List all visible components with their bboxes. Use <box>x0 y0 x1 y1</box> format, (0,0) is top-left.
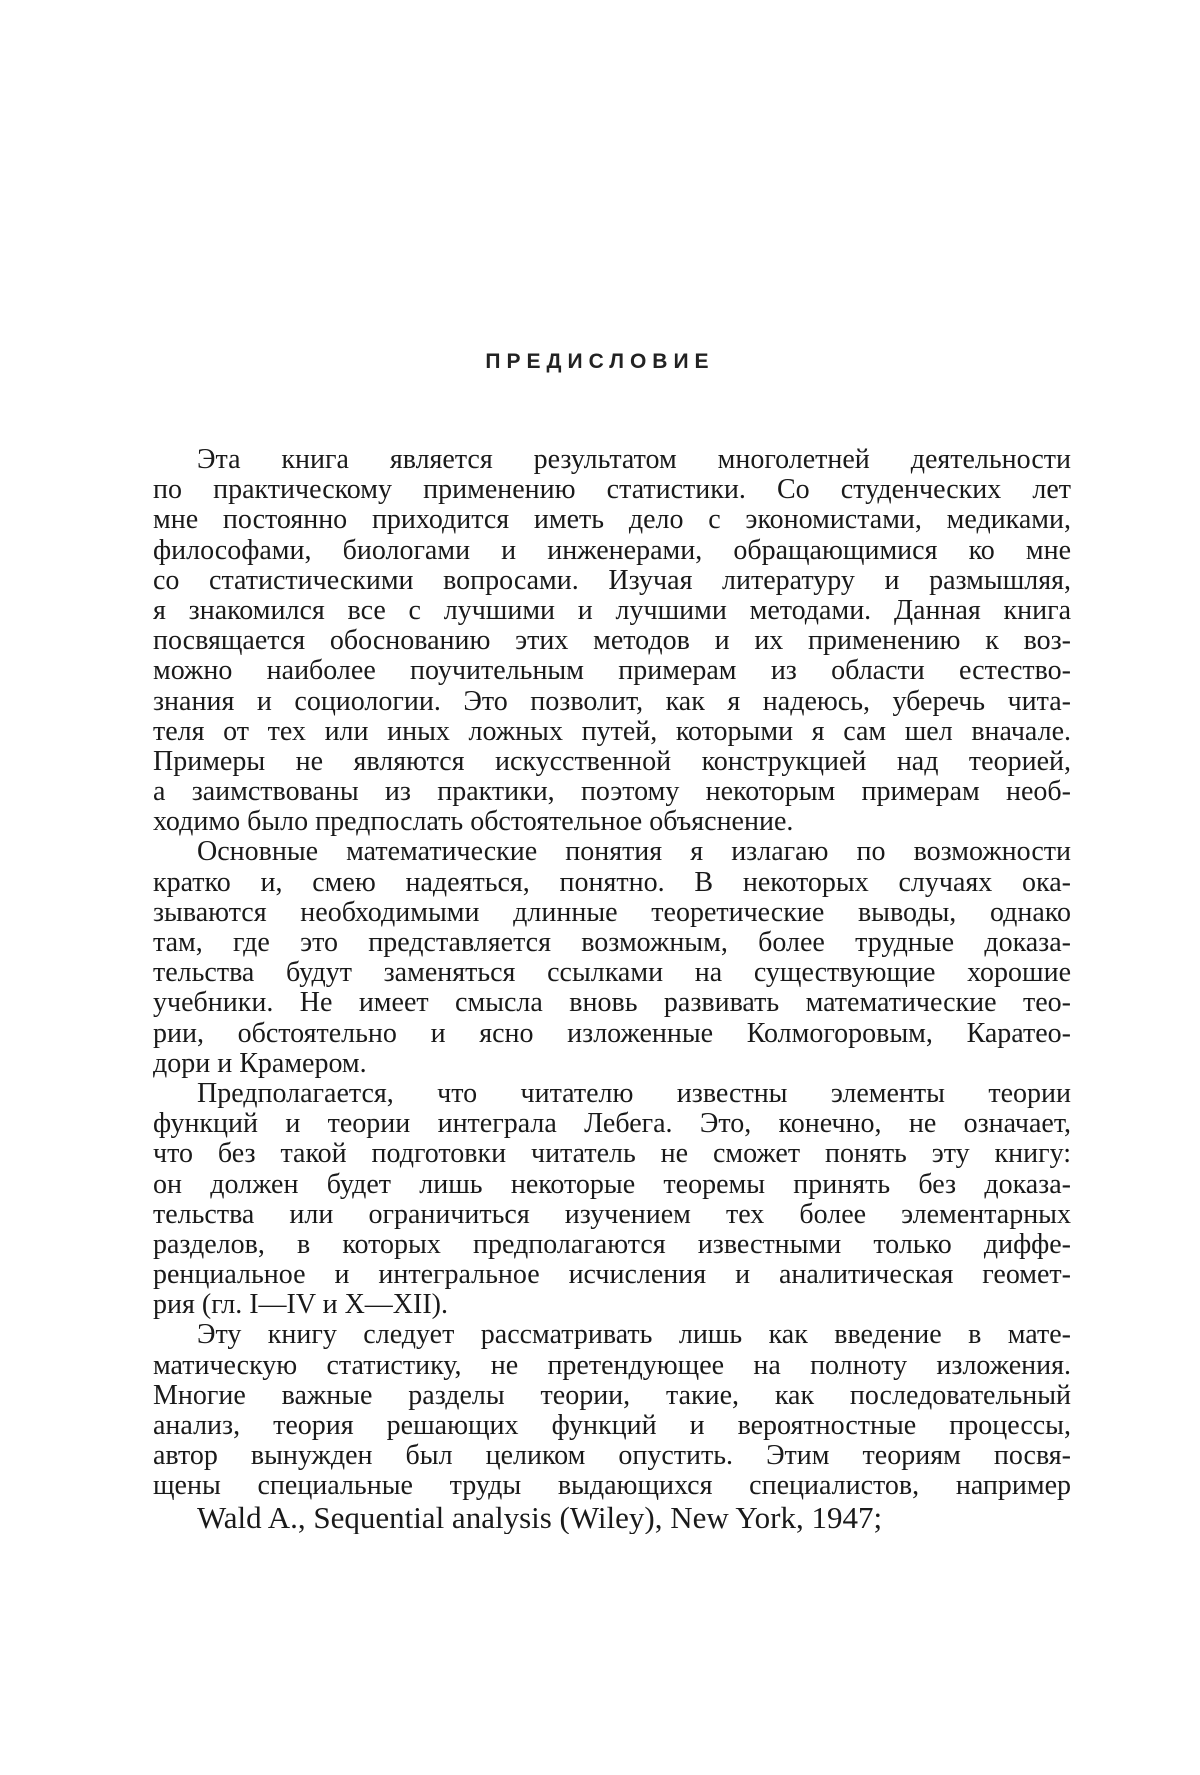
text-line: функций и теории интеграла Лебега. Это, конечно, не означает, <box>153 1109 1071 1139</box>
text-line: анализ, теория решающих функций и вероятностные процессы, <box>153 1411 1071 1441</box>
book-page <box>0 0 1200 1775</box>
text-line: а заимствованы из практики, поэтому некоторым примерам необ- <box>153 777 1071 807</box>
text-line: тельства будут заменяться ссылками на существующие хорошие <box>153 958 1071 988</box>
text-line: рии, обстоятельно и ясно изложенные Колмогоровым, Каратео- <box>153 1019 1071 1049</box>
text-line: Предполагается, что читателю известны элементы теории <box>153 1079 1071 1109</box>
text-line: Основные математические понятия я излагаю по возможности <box>153 837 1071 867</box>
text-line: разделов, в которых предполагаются известными только диффе- <box>153 1230 1071 1260</box>
text-line: щены специальные труды выдающихся специалистов, например <box>153 1471 1071 1501</box>
text-line: Многие важные разделы теории, такие, как последовательный <box>153 1381 1071 1411</box>
text-line: тельства или ограничиться изучением тех более элементарных <box>153 1200 1071 1230</box>
text-line: можно наиболее поучительным примерам из области естество- <box>153 656 1071 686</box>
text-line: ренциальное и интегральное исчисления и аналитическая геомет- <box>153 1260 1071 1290</box>
text-line: автор вынужден был целиком опустить. Этим теориям посвя- <box>153 1441 1071 1471</box>
text-line: философами, биологами и инженерами, обращающимися ко мне <box>153 536 1071 566</box>
text-line: по практическому применению статистики. Со студенческих лет <box>153 475 1071 505</box>
text-line: теля от тех или иных ложных путей, которыми я сам шел вначале. <box>153 717 1071 747</box>
text-line: рия (гл. I—IV и X—XII). <box>153 1290 1071 1320</box>
text-line: знания и социологии. Это позволит, как я надеюсь, уберечь чита- <box>153 687 1071 717</box>
text-line: со статистическими вопросами. Изучая литературу и размышляя, <box>153 566 1071 596</box>
text-line: Эта книга является результатом многолетней деятельности <box>153 445 1071 475</box>
text-line: матическую статистику, не претендующее на полноту изложения. <box>153 1351 1071 1381</box>
text-line: посвящается обоснованию этих методов и их применению к воз- <box>153 626 1071 656</box>
page-heading: ПРЕДИСЛОВИЕ <box>0 350 1200 374</box>
preface-text <box>153 445 1071 1534</box>
text-line: зываются необходимыми длинные теоретические выводы, однако <box>153 898 1071 928</box>
text-line: Примеры не являются искусственной конструкцией над теорией, <box>153 747 1071 777</box>
text-line: Эту книгу следует рассматривать лишь как введение в мате- <box>153 1320 1071 1350</box>
text-line: ходимо было предпослать обстоятельное объяснение. <box>153 807 1071 837</box>
text-line: я знакомился все с лучшими и лучшими методами. Данная книга <box>153 596 1071 626</box>
text-line: там, где это представляется возможным, более трудные доказа- <box>153 928 1071 958</box>
text-line: кратко и, смею надеяться, понятно. В некоторых случаях ока- <box>153 868 1071 898</box>
text-line: что без такой подготовки читатель не сможет понять эту книгу: <box>153 1139 1071 1169</box>
text-line: он должен будет лишь некоторые теоремы принять без доказа- <box>153 1170 1071 1200</box>
citation-line: Wald A., Sequential analysis (Wiley), New York, 1947; <box>153 1502 1071 1534</box>
text-line: дори и Крамером. <box>153 1049 1071 1079</box>
text-line: мне постоянно приходится иметь дело с экономистами, медиками, <box>153 505 1071 535</box>
text-line: учебники. Не имеет смысла вновь развивать математические тео- <box>153 988 1071 1018</box>
